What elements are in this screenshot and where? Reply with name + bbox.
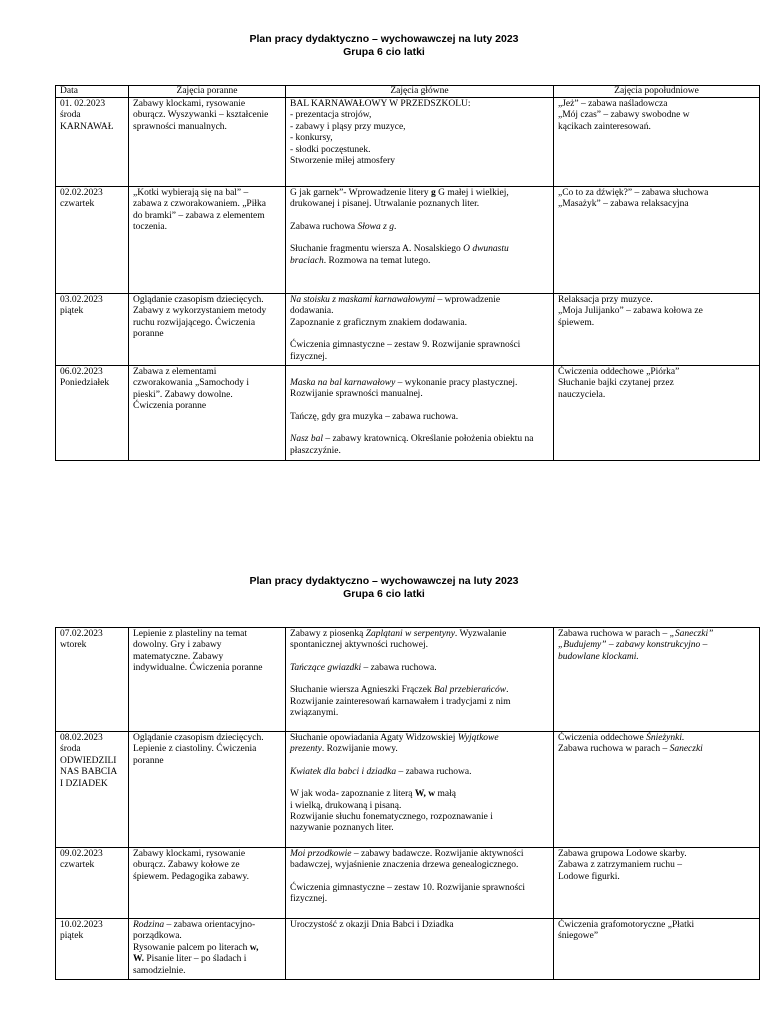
table-row: [56, 187, 760, 294]
page-title: [0, 33, 768, 59]
title-line-2: Grupa 6 cio latki: [343, 46, 425, 58]
title-line-1: Plan pracy dydaktyczno – wychowawczej na luty 2023: [249, 575, 519, 587]
header-row: [56, 86, 760, 98]
afternoon-cell: Ćwiczenia oddechowe „Piórka” Słuchanie bajki czytanej przez nauczyciela.: [554, 366, 760, 461]
header-main: Zajęcia główne: [286, 86, 554, 98]
title-line-1: Plan pracy dydaktyczno – wychowawczej na luty 2023: [249, 33, 519, 45]
morning-cell: „Kotki wybierają się na bal” – zabawa z czworakowaniem. „Piłka do bramki” – zabawa z elementem toczenia.: [129, 187, 286, 294]
date-cell: 10.02.2023 piątek: [56, 919, 129, 980]
date-cell: 01. 02.2023 środa KARNAWAŁ: [56, 98, 129, 187]
table-row: [56, 366, 760, 461]
date-cell: 02.02.2023 czwartek: [56, 187, 129, 294]
date-cell: 03.02.2023 piątek: [56, 294, 129, 366]
morning-cell: Zabawy klockami, rysowanie oburącz. Wyszywanki – kształcenie sprawności manualnych.: [129, 98, 286, 187]
main-cell: G jak garnek”- Wprowadzenie litery g G małej i wielkiej, drukowanej i pisanej. Utrwalanie poznanych liter. Zabawa ruchowa Słowa z g. Słuchanie fragmentu wiersza A. Nosalskiego O dwunastu braciach. Rozmowa na temat lutego.: [286, 187, 554, 294]
main-cell: BAL KARNAWAŁOWY W PRZEDSZKOLU: - prezentacja strojów, - zabawy i pląsy przy muzyce, - konkursy, - słodki poczęstunek. Stworzenie miłej atmosfery: [286, 98, 554, 187]
morning-cell: Lepienie z plasteliny na temat dowolny. Gry i zabawy matematyczne. Zabawy indywidualne. Ćwiczenia poranne: [129, 628, 286, 732]
afternoon-cell: „Jeż” – zabawa naśladowcza „Mój czas” – zabawy swobodne w kącikach zainteresowań.: [554, 98, 760, 187]
morning-cell: Oglądanie czasopism dziecięcych. Zabawy z wykorzystaniem metody ruchu rozwijającego. Ćwiczenia poranne: [129, 294, 286, 366]
afternoon-cell: „Co to za dźwięk?” – zabawa słuchowa „Masażyk” – zabawa relaksacyjna: [554, 187, 760, 294]
afternoon-cell: Zabawa grupowa Lodowe skarby. Zabawa z zatrzymaniem ruchu – Lodowe figurki.: [554, 848, 760, 919]
afternoon-cell: Ćwiczenia grafomotoryczne „Płatki śniegowe”: [554, 919, 760, 980]
plan-table-page-2: [55, 627, 760, 980]
header-date: Data: [56, 86, 129, 98]
header-morning: Zajęcia poranne: [129, 86, 286, 98]
table-row: [56, 294, 760, 366]
date-cell: 09.02.2023 czwartek: [56, 848, 129, 919]
morning-cell: Rodzina – zabawa orientacyjno- porządkowa. Rysowanie palcem po literach w, W. Pisanie liter – po śladach i samodzielnie.: [129, 919, 286, 980]
main-cell: Słuchanie opowiadania Agaty Widzowskiej Wyjątkowe prezenty. Rozwijanie mowy. Kwiatek dla babci i dziadka – zabawa ruchowa. W jak woda- zapoznanie z literą W, w małą i wielką, drukowaną i pisaną. Rozwijanie słuchu fonematycznego, rozpoznawanie i nazywanie poznanych liter.: [286, 732, 554, 848]
main-cell: Zabawy z piosenką Zaplątani w serpentyny. Wyzwalanie spontanicznej aktywności ruchowej. Tańczące gwiazdki – zabawa ruchowa. Słuchanie wiersza Agnieszki Frączek Bal przebierańców. Rozwijanie zainteresowań karnawałem i tradycjami z nim związanymi.: [286, 628, 554, 732]
title-line-2: Grupa 6 cio latki: [343, 588, 425, 600]
main-cell: Uroczystość z okazji Dnia Babci i Dziadka: [286, 919, 554, 980]
main-cell: Na stoisku z maskami karnawałowymi – wprowadzenie dodawania. Zapoznanie z graficznym znakiem dodawania. Ćwiczenia gimnastyczne – zestaw 9. Rozwijanie sprawności fizycznej.: [286, 294, 554, 366]
afternoon-cell: Ćwiczenia oddechowe Śnieżynki. Zabawa ruchowa w parach – Saneczki: [554, 732, 760, 848]
table-row: [56, 919, 760, 980]
date-cell: 06.02.2023 Poniedziałek: [56, 366, 129, 461]
table-row: [56, 848, 760, 919]
table-row: [56, 98, 760, 187]
morning-cell: Zabawa z elementami czworakowania „Samochody i pieski”. Zabawy dowolne. Ćwiczenia poranne: [129, 366, 286, 461]
date-cell: 08.02.2023 środa ODWIEDZILI NAS BABCIA I DZIADEK: [56, 732, 129, 848]
table-row: [56, 732, 760, 848]
plan-table-page-1: [55, 85, 760, 461]
main-cell: Maska na bal karnawałowy – wykonanie pracy plastycznej. Rozwijanie sprawności manualnej. Tańczę, gdy gra muzyka – zabawa ruchowa. Nasz bal – zabawy kratownicą. Określanie położenia obiektu na płaszczyźnie.: [286, 366, 554, 461]
morning-cell: Zabawy klockami, rysowanie oburącz. Zabawy kołowe ze śpiewem. Pedagogika zabawy.: [129, 848, 286, 919]
header-afternoon: Zajęcia popołudniowe: [554, 86, 760, 98]
table-row: [56, 628, 760, 732]
afternoon-cell: Zabawa ruchowa w parach – „Saneczki” „Budujemy” – zabawy konstrukcyjno – budowlane klockami.: [554, 628, 760, 732]
page-title: [0, 575, 768, 601]
main-cell: Moi przodkowie – zabawy badawcze. Rozwijanie aktywności badawczej, wyjaśnienie znaczenia drzewa genealogicznego. Ćwiczenia gimnastyczne – zestaw 10. Rozwijanie sprawności fizycznej.: [286, 848, 554, 919]
morning-cell: Oglądanie czasopism dziecięcych. Lepienie z ciastoliny. Ćwiczenia poranne: [129, 732, 286, 848]
afternoon-cell: Relaksacja przy muzyce. „Moja Julijanko” – zabawa kołowa ze śpiewem.: [554, 294, 760, 366]
date-cell: 07.02.2023 wtorek: [56, 628, 129, 732]
